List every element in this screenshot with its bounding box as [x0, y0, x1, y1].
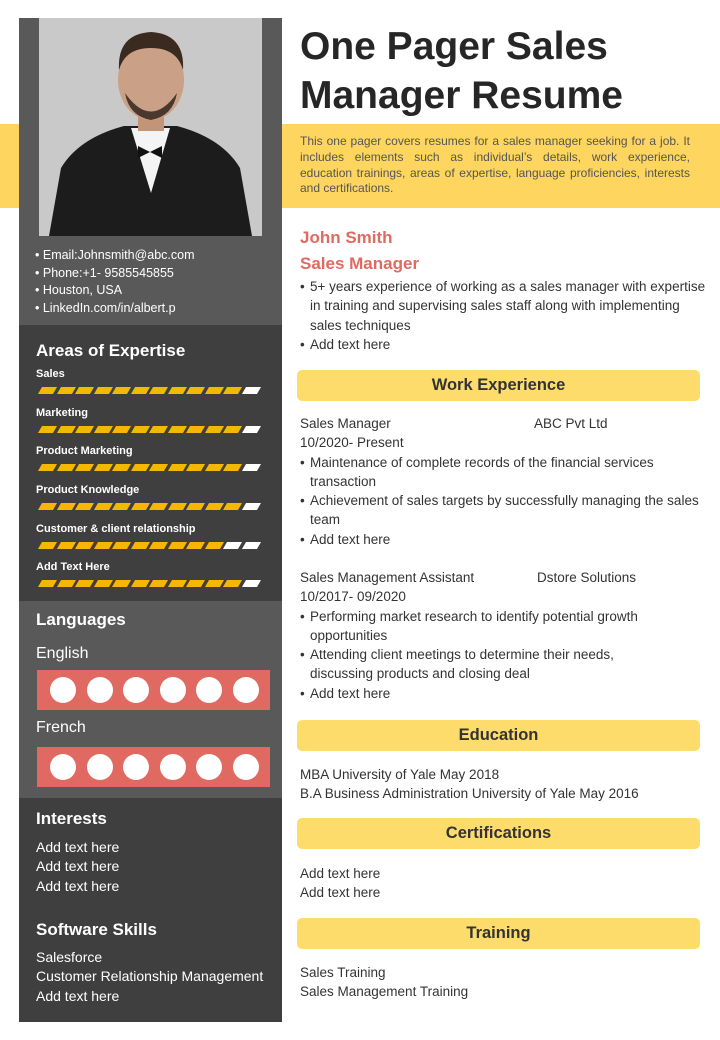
skill-segment-filled — [75, 426, 94, 433]
skill-segment-filled — [112, 580, 131, 587]
skill-segment-filled — [204, 464, 223, 471]
skill-segment-filled — [167, 580, 186, 587]
skill-segment-filled — [223, 426, 242, 433]
job-header — [300, 568, 710, 587]
skill-segment-filled — [112, 464, 131, 471]
language-rating-dot — [50, 754, 76, 780]
job-bullets — [300, 453, 710, 549]
skill-segment-empty — [241, 580, 260, 587]
skill-segment-filled — [149, 464, 168, 471]
interest-item: Add text here — [36, 877, 120, 894]
skill-label: Product Marketing — [36, 445, 133, 457]
job-title: Sales Manager — [300, 416, 391, 431]
skill-segment-filled — [167, 503, 186, 510]
skill-segment-filled — [56, 580, 75, 587]
skill-segment-filled — [112, 503, 131, 510]
skill-segment-empty — [241, 387, 260, 394]
job-bullet: • Performing market research to identify potential growth opportunities — [300, 607, 680, 646]
software-item: Customer Relationship Management — [36, 968, 264, 985]
language-name: French — [36, 719, 86, 736]
skill-bar — [36, 464, 258, 471]
skill-segment-empty — [241, 542, 260, 549]
language-rating-dot — [196, 754, 222, 780]
skill-segment-filled — [56, 464, 75, 471]
language-rating-dot — [160, 754, 186, 780]
language-rating-dot — [87, 677, 113, 703]
skill-segment-filled — [56, 426, 75, 433]
skill-segment-filled — [204, 387, 223, 394]
certification-item: Add text here — [300, 866, 381, 881]
candidate-name: John Smith — [300, 228, 393, 247]
job-title: Sales Management Assistant — [300, 570, 475, 585]
skill-segment-filled — [93, 542, 112, 549]
skill-segment-filled — [223, 387, 242, 394]
skill-segment-filled — [112, 542, 131, 549]
skill-segment-filled — [223, 503, 242, 510]
interest-item: Add text here — [36, 858, 120, 875]
job-entry — [300, 414, 710, 549]
job-bullets — [300, 607, 680, 703]
certifications-list — [300, 864, 710, 903]
training-list — [300, 963, 710, 1002]
training-item: Sales Training — [300, 965, 386, 980]
language-name: English — [36, 645, 89, 662]
language-rating-bar — [37, 747, 270, 787]
skill-label: Add Text Here — [36, 561, 110, 573]
skill-segment-filled — [75, 542, 94, 549]
title-line: Manager Resume — [300, 74, 623, 117]
skill-segment-filled — [93, 503, 112, 510]
page-title — [300, 22, 710, 120]
skill-segment-filled — [204, 503, 223, 510]
job-company: ABC Pvt Ltd — [534, 416, 608, 431]
language-rating-dot — [87, 754, 113, 780]
certifications-heading: Certifications — [297, 818, 700, 849]
skill-segment-filled — [38, 542, 57, 549]
interests-heading: Interests — [36, 809, 107, 828]
skill-segment-filled — [112, 387, 131, 394]
training-heading: Training — [297, 918, 700, 949]
language-rating-dot — [123, 677, 149, 703]
skill-label: Sales — [36, 368, 65, 380]
language-rating-dot — [196, 677, 222, 703]
languages-section — [19, 601, 282, 798]
skill-segment-filled — [167, 387, 186, 394]
skill-segment-filled — [167, 426, 186, 433]
software-item: Add text here — [36, 987, 120, 1004]
skill-segment-filled — [149, 426, 168, 433]
skill-segment-filled — [204, 426, 223, 433]
sidebar — [19, 18, 282, 1022]
skill-segment-filled — [130, 542, 149, 549]
contact-list — [35, 247, 275, 317]
skill-segment-filled — [75, 580, 94, 587]
contact-email[interactable]: • Email:Johnsmith@abc.com — [35, 247, 275, 265]
expertise-heading: Areas of Expertise — [36, 341, 186, 360]
skill-segment-filled — [38, 503, 57, 510]
skill-segment-filled — [130, 464, 149, 471]
skill-segment-filled — [149, 503, 168, 510]
language-rating-bar — [37, 670, 270, 710]
interest-item: Add text here — [36, 839, 120, 855]
job-entry — [300, 568, 710, 703]
language-rating-dot — [233, 754, 259, 780]
skill-segment-filled — [167, 464, 186, 471]
skill-segment-filled — [149, 387, 168, 394]
skill-segment-filled — [93, 464, 112, 471]
contact-linkedin[interactable]: • LinkedIn.com/in/albert.p — [35, 300, 275, 318]
profile-summary — [300, 277, 710, 354]
skill-segment-filled — [93, 580, 112, 587]
skill-segment-empty — [241, 464, 260, 471]
software-list — [36, 948, 263, 1006]
skill-segment-filled — [112, 426, 131, 433]
skill-segment-filled — [149, 542, 168, 549]
skill-segment-filled — [38, 426, 57, 433]
job-dates: 10/2020- Present — [300, 435, 404, 451]
skill-segment-filled — [130, 426, 149, 433]
language-rating-dot — [160, 677, 186, 703]
education-item: MBA University of Yale May 2018 — [300, 767, 500, 782]
title-line: One Pager Sales — [300, 25, 608, 68]
skill-segment-filled — [75, 387, 94, 394]
skill-label: Marketing — [36, 407, 88, 419]
job-bullet: • Attending client meetings to determine their needs, discussing products and closing deal — [300, 645, 680, 684]
software-heading: Software Skills — [36, 920, 157, 939]
skill-segment-filled — [38, 387, 57, 394]
skill-segment-empty — [223, 542, 242, 549]
interests-list — [36, 838, 119, 896]
job-bullet: • Maintenance of complete records of the financial services transaction — [300, 453, 710, 492]
summary-item: • 5+ years experience of working as a sales manager with expertise in training and supervising sales staff along with implementing sales techniques — [300, 277, 710, 335]
education-list — [300, 765, 710, 804]
skill-segment-filled — [93, 387, 112, 394]
skill-label: Customer & client relationship — [36, 523, 196, 535]
languages-heading: Languages — [36, 610, 126, 629]
skill-bar — [36, 387, 258, 394]
skill-segment-filled — [75, 503, 94, 510]
training-item: Sales Management Training — [300, 984, 469, 1000]
skill-label: Product Knowledge — [36, 484, 140, 496]
skill-segment-filled — [38, 464, 57, 471]
skill-segment-filled — [130, 387, 149, 394]
skill-bar — [36, 542, 258, 549]
page-description: This one pager covers resumes for a sales manager seeking for a job. It includes elements such as individual’s details, work experience, education trainings, areas of expertise, language proficiencies, interests and certifications. — [300, 134, 690, 196]
skill-segment-filled — [186, 542, 205, 549]
skill-bar — [36, 426, 258, 433]
contact-location: • Houston, USA — [35, 282, 275, 300]
skill-segment-filled — [130, 503, 149, 510]
skill-segment-filled — [186, 387, 205, 394]
summary-item: • Add text here — [300, 335, 710, 354]
skill-segment-filled — [93, 426, 112, 433]
skill-segment-filled — [56, 542, 75, 549]
skill-segment-filled — [204, 580, 223, 587]
skill-bar — [36, 503, 258, 510]
candidate-role: Sales Manager — [300, 254, 420, 273]
skill-segment-filled — [38, 580, 57, 587]
skill-segment-filled — [167, 542, 186, 549]
skill-segment-filled — [186, 580, 205, 587]
skill-segment-filled — [186, 426, 205, 433]
job-company: Dstore Solutions — [537, 570, 637, 585]
certification-item: Add text here — [300, 885, 381, 901]
education-item: B.A Business Administration University of Yale May 2016 — [300, 786, 639, 802]
software-item: Salesforce — [36, 949, 103, 965]
language-rating-dot — [123, 754, 149, 780]
sidebar-contact-block — [19, 18, 282, 325]
skill-segment-filled — [56, 503, 75, 510]
skill-segment-filled — [56, 387, 75, 394]
skill-segment-filled — [223, 580, 242, 587]
language-rating-dot — [50, 677, 76, 703]
skill-segment-filled — [149, 580, 168, 587]
skill-segment-empty — [241, 503, 260, 510]
job-header — [300, 414, 710, 433]
skill-segment-filled — [75, 464, 94, 471]
profile-photo — [39, 18, 262, 236]
skill-segment-filled — [223, 464, 242, 471]
job-dates: 10/2017- 09/2020 — [300, 589, 406, 605]
skill-bar — [36, 580, 258, 587]
skill-segment-filled — [204, 542, 223, 549]
language-rating-dot — [233, 677, 259, 703]
job-bullet: • Achievement of sales targets by successfully managing the sales team — [300, 491, 710, 530]
skill-segment-filled — [186, 464, 205, 471]
job-bullet: • Add text here — [300, 530, 710, 549]
education-heading: Education — [297, 720, 700, 751]
skill-segment-empty — [241, 426, 260, 433]
skill-segment-filled — [186, 503, 205, 510]
job-bullet: • Add text here — [300, 684, 680, 703]
skill-segment-filled — [130, 580, 149, 587]
work-experience-heading: Work Experience — [297, 370, 700, 401]
contact-phone[interactable]: • Phone:+1- 9585545855 — [35, 265, 275, 283]
